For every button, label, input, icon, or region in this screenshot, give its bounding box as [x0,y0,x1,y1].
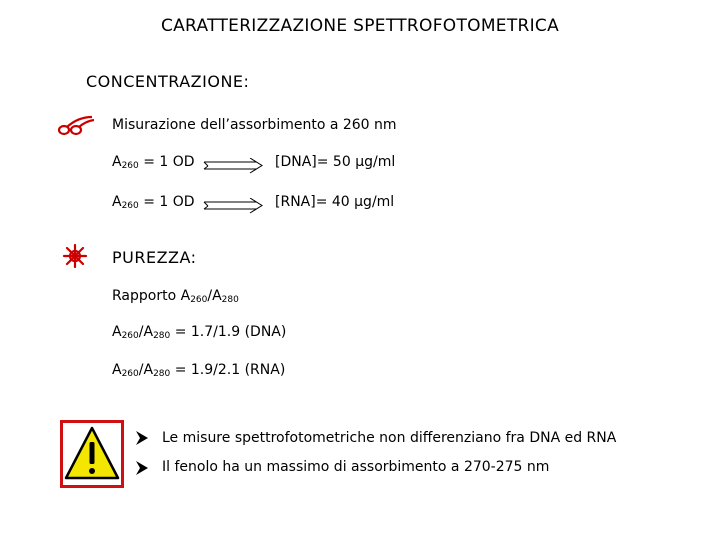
ratio-label: Rapporto $A_{260}/A_{280}$ [112,288,239,305]
arrow-icon [202,158,264,174]
snowflake-icon [62,243,88,269]
arrowhead-bullet-icon [135,430,149,446]
warning-icon [60,420,124,488]
ratio-rna: $A_{260}/A_{280} = 1.9/2.1$ (RNA) [112,362,286,379]
ratio-dna: $A_{260}/A_{280} = 1.7/1.9$ (DNA) [112,324,287,341]
arrowhead-bullet-icon [135,460,149,476]
arrow-icon [202,198,264,214]
page-title: CARATTERIZZAZIONE SPETTROFOTOMETRICA [160,16,560,36]
absorbance-row-dna: $A_{260} = 1$ OD [112,154,195,171]
warning-note-dna-rna: Le misure spettrofotometriche non differenziano fra DNA ed RNA [162,430,617,446]
concentration-heading: CONCENTRAZIONE: [86,72,250,91]
scissors-icon [56,113,96,139]
rna-concentration: [RNA]= 40 μg/ml [275,194,395,210]
dna-concentration: [DNA]= 50 μg/ml [275,154,396,170]
concentration-intro: Misurazione dell’assorbimento a 260 nm [112,117,397,133]
purity-heading: PUREZZA: [112,248,197,267]
warning-note-phenol: Il fenolo ha un massimo di assorbimento a 270-275 nm [162,459,550,475]
absorbance-row-rna: $A_{260} = 1$ OD [112,194,195,211]
